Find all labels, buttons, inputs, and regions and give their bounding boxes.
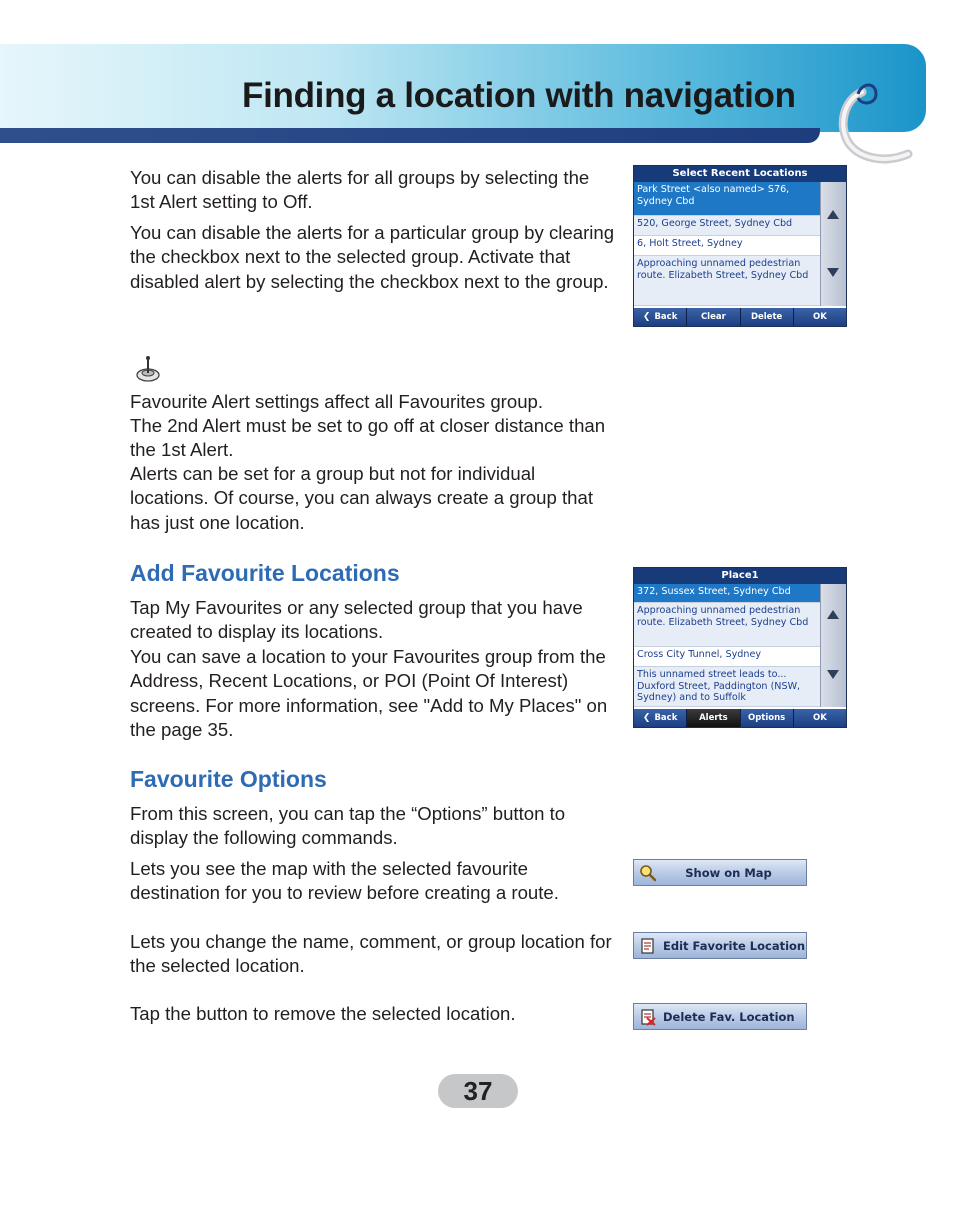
back-button[interactable]: ❮ Back bbox=[634, 308, 687, 326]
edit-location-description: Lets you change the name, comment, or group location for the selected location. bbox=[130, 931, 612, 977]
alerts-button[interactable]: Alerts bbox=[687, 709, 740, 727]
list-item[interactable]: 6, Holt Street, Sydney bbox=[634, 236, 820, 256]
screen-title: Place1 bbox=[634, 568, 846, 584]
list-item[interactable]: 372, Sussex Street, Sydney Cbd bbox=[634, 584, 820, 603]
header-underline-bar bbox=[0, 128, 820, 143]
back-button[interactable]: ❮ Back bbox=[634, 709, 687, 727]
magnifier-icon bbox=[639, 864, 657, 882]
scroll-down-icon[interactable] bbox=[827, 268, 839, 277]
screen-button-bar bbox=[634, 308, 846, 326]
list-item[interactable]: Approaching unnamed pedestrian route. Elizabeth Street, Sydney Cbd bbox=[634, 603, 820, 647]
favourite-options-heading: Favourite Options bbox=[130, 766, 327, 792]
delete-document-icon bbox=[639, 1008, 657, 1026]
scroll-down-icon[interactable] bbox=[827, 670, 839, 679]
delete-location-description: Tap the button to remove the selected location. bbox=[130, 1003, 516, 1024]
clear-button[interactable]: Clear bbox=[687, 308, 740, 326]
page-title: Finding a location with navigation bbox=[242, 76, 796, 115]
scroll-up-icon[interactable] bbox=[827, 210, 839, 219]
ok-button[interactable]: OK bbox=[794, 709, 846, 727]
favourite-options-intro: From this screen, you can tap the “Options” button to display the following commands. bbox=[130, 803, 566, 849]
ok-button[interactable]: OK bbox=[794, 308, 846, 326]
options-button[interactable]: Options bbox=[741, 709, 794, 727]
screen-title: Select Recent Locations bbox=[634, 166, 846, 182]
show-on-map-label: Show on Map bbox=[685, 865, 772, 880]
edit-document-icon bbox=[639, 937, 657, 955]
scrollbar[interactable] bbox=[820, 584, 846, 707]
page-number: 37 bbox=[438, 1074, 518, 1108]
edit-favorite-location-button[interactable] bbox=[633, 932, 807, 959]
edit-favorite-location-label: Edit Favorite Location bbox=[663, 938, 806, 953]
scrollbar[interactable] bbox=[820, 182, 846, 306]
scroll-up-icon[interactable] bbox=[827, 610, 839, 619]
back-chevron-icon: ❮ bbox=[642, 713, 651, 723]
delete-fav-location-button[interactable] bbox=[633, 1003, 807, 1030]
place-screen bbox=[633, 567, 847, 728]
show-on-map-description: Lets you see the map with the selected favourite destination for you to review before creating a route. bbox=[130, 858, 559, 904]
note-line-3: Alerts can be set for a group but not for individual locations. Of course, you can always create a group that has just one location. bbox=[130, 463, 594, 533]
list-item[interactable]: Cross City Tunnel, Sydney bbox=[634, 647, 820, 667]
screen-button-bar bbox=[634, 709, 846, 727]
back-chevron-icon: ❮ bbox=[642, 312, 651, 322]
intro-paragraph-2: You can disable the alerts for a particular group by clearing the checkbox next to the selected group. Activate that disabled alert by selecting the checkbox next to the group. bbox=[130, 222, 615, 292]
show-on-map-button[interactable] bbox=[633, 859, 807, 886]
intro-paragraph-1: You can disable the alerts for all groups by selecting the 1st Alert setting to Off. bbox=[130, 167, 590, 213]
delete-button[interactable]: Delete bbox=[741, 308, 794, 326]
list-item[interactable]: This unnamed street leads to... Duxford Street, Paddington (NSW, Sydney) and to Suffolk bbox=[634, 667, 820, 707]
note-line-2: The 2nd Alert must be set to go off at closer distance than the 1st Alert. bbox=[130, 415, 606, 461]
list-item[interactable]: Park Street <also named> S76, Sydney Cbd bbox=[634, 182, 820, 216]
add-favourites-heading: Add Favourite Locations bbox=[130, 560, 400, 586]
recent-locations-screen bbox=[633, 165, 847, 327]
note-pin-icon bbox=[134, 354, 162, 384]
swirl-logo-icon bbox=[832, 72, 922, 172]
note-line-1: Favourite Alert settings affect all Favourites group. bbox=[130, 391, 544, 412]
list-item[interactable]: 520, George Street, Sydney Cbd bbox=[634, 216, 820, 236]
add-favourites-paragraph-2: You can save a location to your Favourites group from the Address, Recent Locations, or POI (Point Of Interest) screens. For more information, see "Add to My Places" on the page 35. bbox=[130, 646, 608, 740]
add-favourites-paragraph-1: Tap My Favourites or any selected group that you have created to display its locations. bbox=[130, 597, 583, 643]
list-item[interactable]: Approaching unnamed pedestrian route. Elizabeth Street, Sydney Cbd bbox=[634, 256, 820, 306]
delete-fav-location-label: Delete Fav. Location bbox=[663, 1009, 795, 1024]
